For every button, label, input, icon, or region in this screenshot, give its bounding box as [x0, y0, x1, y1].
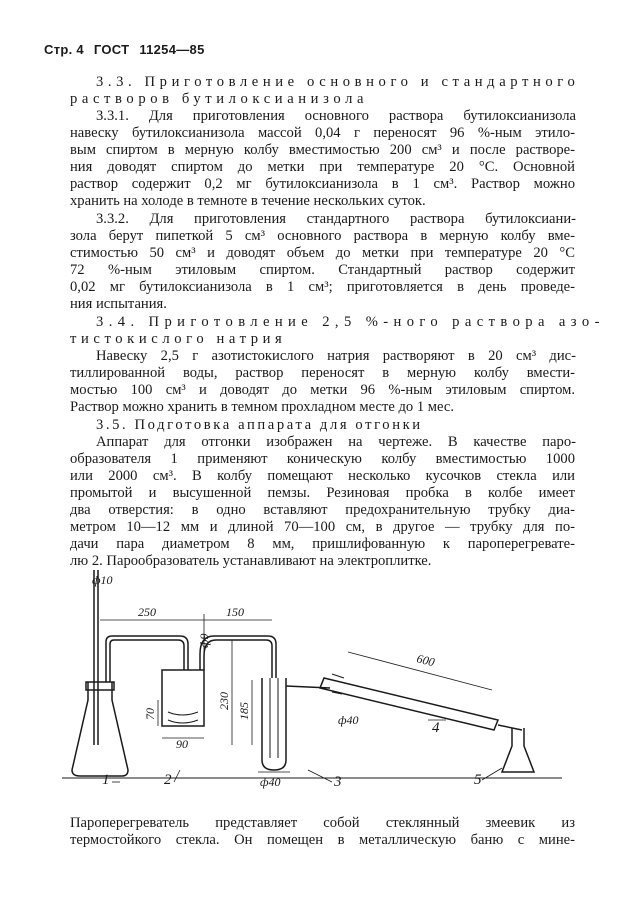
dim-d40-flask: ф40	[260, 775, 281, 789]
page-label: Стр. 4	[44, 42, 84, 57]
s35-line2: образователя 1 применяют коническую колбу вместимостью 1000	[70, 451, 575, 467]
section-3-3-title-line1: 3.3. Приготовление основного и стандартного	[96, 74, 580, 90]
s35-line5: два отверстия: в одно вставляют предохранительную трубку диа-	[70, 502, 575, 518]
s35-line7: дачи пара диаметром 8 мм, пришлифованную к пароперегревате-	[70, 536, 575, 552]
section-3-5-title: 3.5. Подготовка аппарата для отгонки	[96, 417, 423, 433]
s35-line3: или 2000 см³. В колбу помещают несколько кусочков стекла или	[70, 468, 575, 484]
section-3-4-title-line1: 3.4. Приготовление 2,5 %-ного раствора азо-	[96, 314, 605, 330]
label-2: 2	[164, 772, 172, 788]
connecting-tube	[200, 636, 276, 678]
standard-number: 11254—85	[139, 42, 205, 57]
section-3-4-title-line2: тистокислого натрия	[70, 331, 287, 347]
s332-line6: ния испытания.	[70, 296, 167, 312]
s332-line3: стимостью 50 см³ и доводят объем до метки при температуре 20 °С	[70, 245, 575, 261]
s34-line4: Раствор можно хранить в темном прохладном месте до 1 мес.	[70, 399, 455, 415]
s35-line6: метром 10—12 мм и длиной 70—100 см, в другое — трубку для по-	[70, 519, 575, 535]
label-1: 1	[102, 772, 110, 788]
s35-line8: лю 2. Парообразователь устанавливают на электроплитке.	[70, 553, 432, 569]
dim-70: 70	[143, 708, 157, 720]
s331-line6: хранить на холоде в темноте в течение нескольких суток.	[70, 193, 426, 209]
s34-line3: мостью 100 см³ и доводят до метки 96 %-ным этиловым спиртом.	[70, 382, 575, 398]
s35-line1: Аппарат для отгонки изображен на чертеже. В качестве паро-	[96, 434, 576, 450]
flask-stopper	[86, 682, 114, 690]
s35-line4: промытой и высушенной пемзы. Резиновая пробка в колбе имеет	[70, 485, 575, 501]
s331-line3: вым спиртом в мерную колбу вместимостью 200 см³ и после растворе-	[70, 142, 575, 158]
label-3: 3	[334, 774, 342, 790]
steam-tube	[106, 636, 188, 682]
s332-line5: 0,02 мг бутилоксианизола в 1 см³; приготовляется в день проведе-	[70, 279, 575, 295]
distillation-apparatus-figure	[62, 570, 562, 800]
s331-line2: навеску бутилоксианизола массой 0,04 г переносят 96 %-ным этило-	[70, 125, 575, 141]
page-header	[44, 42, 211, 57]
s34-line2: тиллированной воды, раствор переносят в мерную колбу вмести-	[70, 365, 575, 381]
s331-line5: раствор содержит 0,2 мг бутилоксианизола в 1 см³. Раствор можно	[70, 176, 575, 192]
receiver-flask	[502, 728, 534, 772]
dim-150: 150	[226, 605, 244, 619]
dim-230: 230	[217, 692, 231, 710]
dim-d10: ф10	[92, 573, 113, 587]
conical-flask	[72, 682, 128, 776]
outlet-tube	[286, 686, 330, 688]
superheater-bath	[162, 670, 204, 726]
dim-185: 185	[237, 702, 251, 720]
apparatus-drawing	[62, 570, 562, 800]
label-4: 4	[432, 720, 440, 736]
standard-label: ГОСТ	[93, 42, 130, 57]
dim-90: 90	[176, 737, 188, 751]
dim-d40-condenser: ф40	[338, 713, 359, 727]
s331-line1: 3.3.1. Для приготовления основного раствора бутилоксианизола	[96, 108, 576, 124]
section-3-3-title-line2: растворов бутилоксианизола	[70, 91, 369, 107]
s34-line1: Навеску 2,5 г азотистокислого натрия растворяют в 20 см³ дис-	[96, 348, 576, 364]
s331-line4: ния доводят спиртом до метки при температуре 20 °С. Основной	[70, 159, 575, 175]
dim-d9: ф9	[197, 633, 211, 648]
closing-line2: термостойкого стекла. Он помещен в металлическую баню с мине-	[70, 832, 575, 848]
dim-250: 250	[138, 605, 156, 619]
distillation-flask	[262, 678, 286, 770]
dim-600: 600	[415, 651, 437, 670]
s332-line1: 3.3.2. Для приготовления стандартного раствора бутилоксиани-	[96, 211, 576, 227]
label-5: 5	[474, 772, 482, 788]
s332-line2: зола берут пипеткой 5 см³ основного раствора в мерную колбу вме-	[70, 228, 575, 244]
closing-line1: Пароперегреватель представляет собой стеклянный змеевик из	[70, 815, 575, 831]
s332-line4: 72 %-ным этиловым спиртом. Стандартный раствор содержит	[70, 262, 575, 278]
